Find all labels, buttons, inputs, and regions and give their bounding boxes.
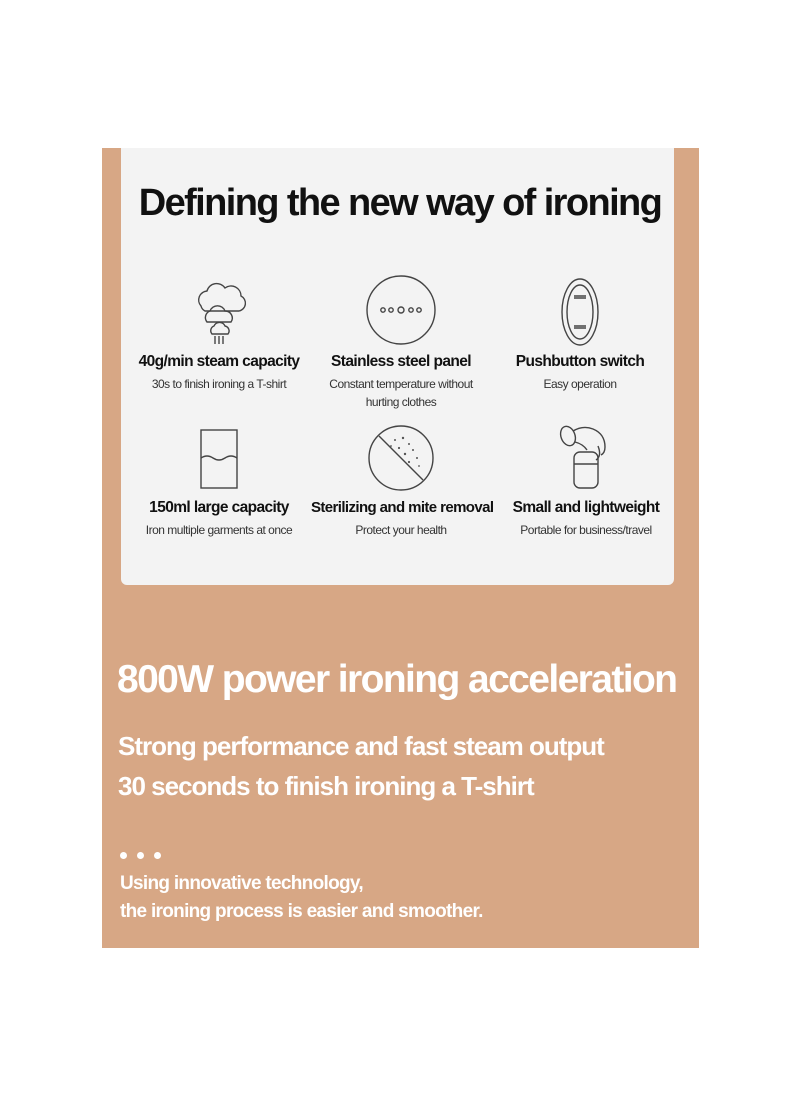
card-title: Defining the new way of ironing [138,182,662,224]
feature-title: 40g/min steam capacity [138,353,300,370]
feature-title: 150ml large capacity [149,499,289,516]
feature-desc: Protect your health [355,523,447,537]
promo-subline-2: 30 seconds to finish ironing a T-shirt [118,771,534,801]
dot [120,852,127,859]
feature-pushbutton [490,272,670,393]
feature-desc: Constant temperature without hurting clothes [329,377,473,409]
dot [154,852,161,859]
handheld-steamer-icon [546,418,626,498]
water-tank-icon [179,418,259,498]
decorative-dots [120,846,180,858]
promo-desc-line-1: Using innovative technology, [120,873,363,894]
promo-subline-1: Strong performance and fast steam output [118,731,604,761]
feature-title: Stainless steel panel [331,353,471,370]
feature-desc: Easy operation [543,377,617,391]
feature-title: Small and lightweight [512,499,660,516]
steel-panel-icon [361,272,441,352]
feature-desc: Iron multiple garments at once [145,523,293,537]
pushbutton-switch-icon [540,272,620,352]
feature-lightweight [496,418,676,539]
dot [137,852,144,859]
feature-desc: Portable for business/travel [520,523,652,537]
promo-headline: 800W power ironing acceleration [117,658,677,701]
feature-steel-panel [311,272,491,411]
feature-steam [129,272,309,393]
promo-desc-line-2: the ironing process is easier and smoother. [120,901,483,922]
feature-title: Sterilizing and mite removal [311,499,494,516]
feature-title: Pushbutton switch [515,353,645,370]
feature-capacity [129,418,309,539]
feature-desc: 30s to finish ironing a T-shirt [151,377,287,391]
sterilize-icon [361,418,441,498]
feature-sterilize [311,418,494,539]
steam-cloud-icon [179,272,259,352]
